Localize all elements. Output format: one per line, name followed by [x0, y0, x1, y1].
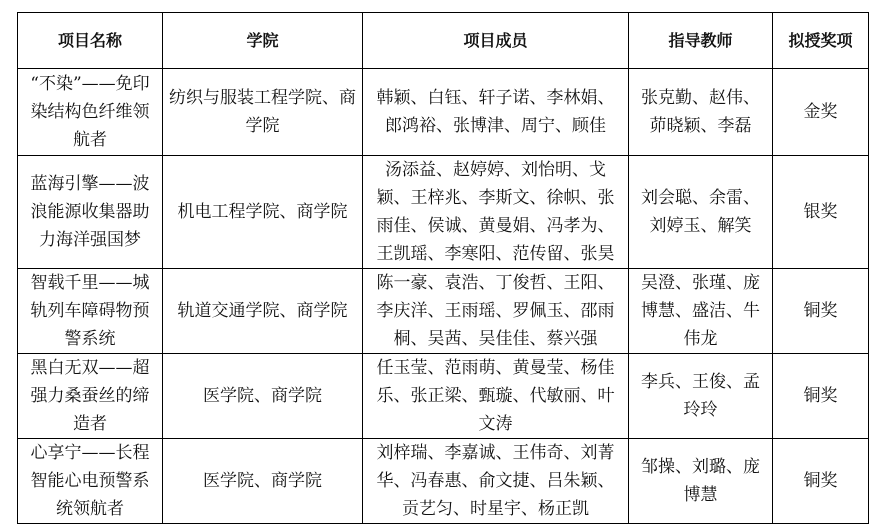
college-cell: 轨道交通学院、商学院	[163, 269, 363, 354]
project-name-cell: 心享宁——长程智能心电预警系统领航者	[18, 439, 163, 524]
project-name-cell: 智载千里——城轨列车障碍物预警系统	[18, 269, 163, 354]
table-row	[18, 439, 869, 524]
table-row	[18, 69, 869, 156]
members-cell: 汤添益、赵婷婷、刘怡明、戈颖、王梓兆、李斯文、徐帜、张雨佳、侯诚、黄曼娟、冯孝为、王凯瑶、李寒阳、范传留、张昊	[363, 156, 629, 269]
teacher-cell: 李兵、王俊、孟玲玲	[629, 354, 773, 439]
header-project-name: 项目名称	[18, 13, 163, 69]
project-name-cell: 黑白无双——超强力桑蚕丝的缔造者	[18, 354, 163, 439]
table-row	[18, 269, 869, 354]
project-name-cell: “不染”——免印染结构色纤维领航者	[18, 69, 163, 156]
members-cell: 任玉莹、范雨萌、黄曼莹、杨佳乐、张正梁、甄璇、代敏丽、叶文涛	[363, 354, 629, 439]
college-cell: 机电工程学院、商学院	[163, 156, 363, 269]
teacher-cell: 刘会聪、余雷、刘婷玉、解笑	[629, 156, 773, 269]
teacher-cell: 邹操、刘璐、庞博慧	[629, 439, 773, 524]
members-cell: 韩颖、白钰、轩子诺、李林娟、郎鸿裕、张博津、周宁、顾佳	[363, 69, 629, 156]
college-cell: 纺织与服装工程学院、商学院	[163, 69, 363, 156]
teacher-cell: 吴澄、张瑾、庞博慧、盛洁、牛伟龙	[629, 269, 773, 354]
members-cell: 刘梓瑞、李嘉诚、王伟奇、刘菁华、冯春惠、俞文捷、吕朱颖、贡艺匀、时星宇、杨正凯	[363, 439, 629, 524]
award-cell: 铜奖	[773, 439, 869, 524]
table-row	[18, 354, 869, 439]
teacher-cell: 张克勤、赵伟、茆晓颖、李磊	[629, 69, 773, 156]
award-cell: 铜奖	[773, 354, 869, 439]
header-teacher: 指导教师	[629, 13, 773, 69]
header-members: 项目成员	[363, 13, 629, 69]
header-row	[18, 13, 869, 69]
award-cell: 铜奖	[773, 269, 869, 354]
header-award: 拟授奖项	[773, 13, 869, 69]
header-college: 学院	[163, 13, 363, 69]
awards-table	[17, 12, 869, 524]
college-cell: 医学院、商学院	[163, 354, 363, 439]
project-name-cell: 蓝海引擎——波浪能源收集器助力海洋强国梦	[18, 156, 163, 269]
college-cell: 医学院、商学院	[163, 439, 363, 524]
award-cell: 金奖	[773, 69, 869, 156]
award-cell: 银奖	[773, 156, 869, 269]
table-row	[18, 156, 869, 269]
members-cell: 陈一豪、袁浩、丁俊哲、王阳、李庆洋、王雨瑶、罗佩玉、邵雨桐、吴茜、吴佳佳、蔡兴强	[363, 269, 629, 354]
